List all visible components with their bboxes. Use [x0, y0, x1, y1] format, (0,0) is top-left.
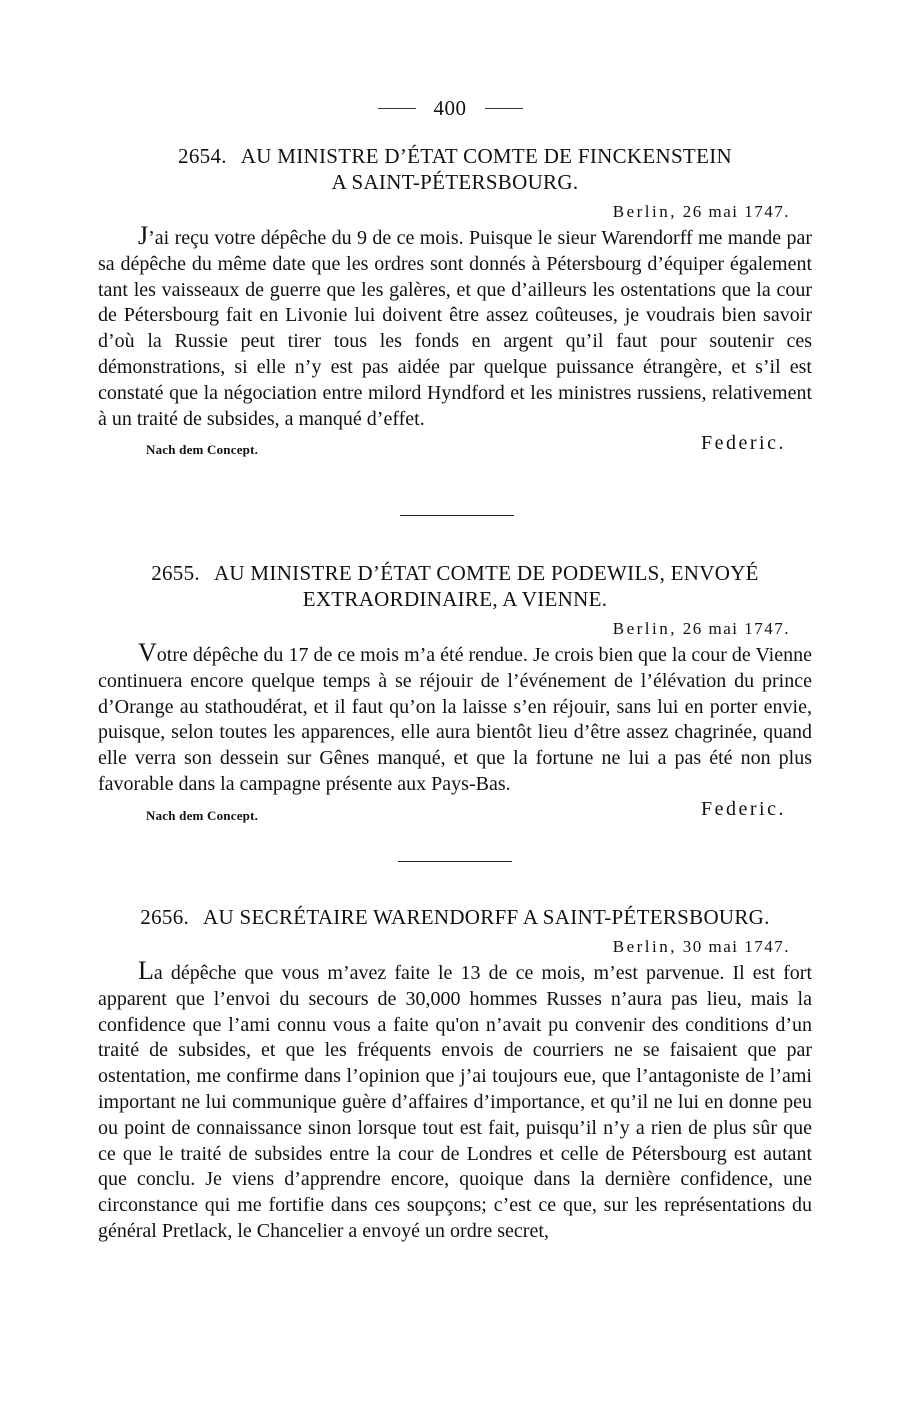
date: 26 mai 1747.: [682, 619, 790, 638]
signature: Federic.: [701, 432, 786, 455]
initial-letter: J: [138, 221, 149, 250]
letter-footer: [98, 798, 812, 828]
date: 26 mai 1747.: [682, 202, 790, 221]
date-place: Berlin,: [612, 937, 677, 956]
dateline: [98, 936, 812, 958]
heading-line-1: AU MINISTRE D’ÉTAT COMTE DE FINCKENSTEIN: [240, 144, 732, 168]
heading-line-1: AU SECRÉTAIRE WARENDORFF A SAINT-PÉTERSBOURG.: [203, 905, 770, 929]
letter-2655: [98, 560, 812, 828]
header-rule-left: [378, 108, 416, 109]
letter-number: 2656.: [140, 905, 190, 929]
page-number: 400: [433, 96, 467, 120]
section-separator: [400, 515, 514, 516]
letter-2654: [98, 143, 812, 462]
letter-footer: [98, 432, 812, 462]
letter-number: 2654.: [178, 144, 227, 168]
body-text: ’ai reçu votre dépêche du 9 de ce mois. Puisque le sieur Warendorff me mande par sa dépêche du même date que les ordres sont donnés à Pétersbourg d’équiper également tant les vaisseaux de guerre que les galères, et que d’ailleurs les ostentations que la cour de Pétersbourg fait en Livonie lui doivent être assez coûteuses, je voudrais bien savoir d’où la Russie peut tirer tous les fonds en argent qu’il faut pour soutenir ces démonstrations, si elle n’y est pas aidée par quelque puissance étrangère, et s’il est constaté que la négociation entre milord Hyndford et les ministres russiens, relativement à un traité de subsides, a manqué d’effet.: [98, 227, 812, 430]
source-note: Nach dem Concept.: [146, 807, 259, 823]
body-text: otre dépêche du 17 de ce mois m’a été rendue. Je crois bien que la cour de Vienne continuera encore quelque temps à se réjouir de l’événement de l’élévation du prince d’Orange au stathoudérat, et il faut qu’on la laisse s’en réjouir, sans lui en porter envie, puisque, selon toutes les apparences, elle aura bientôt lieu d’être assez chagrinée, quand elle verra son dessein sur Gênes manqué, et que la fortune ne lui a pas été non plus favorable dans la campagne présente aux Pays-Bas.: [98, 644, 812, 795]
letter-2656: [98, 904, 812, 1245]
dateline: [98, 618, 812, 640]
heading-line-2: EXTRAORDINAIRE, A VIENNE.: [302, 587, 608, 611]
page-header: [0, 96, 900, 121]
heading-line-2: A SAINT-PÉTERSBOURG.: [331, 170, 579, 194]
initial-letter: L: [138, 956, 154, 985]
dateline: [98, 201, 812, 223]
date: 30 mai 1747.: [682, 937, 790, 956]
section-separator: [398, 861, 512, 862]
letter-heading: [98, 143, 812, 195]
date-place: Berlin,: [612, 202, 677, 221]
date-place: Berlin,: [612, 619, 677, 638]
letter-body: [98, 223, 812, 432]
body-text: a dépêche que vous m’avez faite le 13 de ce mois, m’est parvenue. Il est fort apparent que l’envoi du secours de 30,000 hommes Russes n’aura pas lieu, mais la confidence que l’ami connu vous a faite qu'on n’avait pu convenir des conditions d’un traité de subsides, et que les fréquents envois de courriers ne se faisaient que par ostentation, me confirme dans l’opinion que j’ai toujours eue, que l’antagoniste de l’ami important ne lui communique guère d’affaires d’importance, et qu’il ne lui en donne peu ou point de connaissance sinon lorsque tout est fait, puisqu’il n’y a rien de plus sûr que ce que le traité de subsides entre la cour de Londres et celle de Pétersbourg est autant que conclu. Je viens d’apprendre encore, quoique dans la dernière confidence, une circonstance qui me fortifie dans ces soupçons; c’est ce que, sur les représentations du général Pretlack, le Chancelier a envoyé un ordre secret,: [98, 962, 812, 1242]
source-note: Nach dem Concept.: [146, 442, 259, 458]
letter-body: [98, 640, 812, 798]
header-rule-right: [485, 108, 523, 109]
initial-letter: V: [138, 638, 157, 667]
letter-heading: [98, 904, 812, 930]
signature: Federic.: [701, 797, 786, 820]
heading-line-1: AU MINISTRE D’ÉTAT COMTE DE PODEWILS, ENVOYÉ: [213, 561, 759, 585]
letter-body: [98, 958, 812, 1245]
letter-heading: [98, 560, 812, 612]
letter-number: 2655.: [151, 561, 200, 585]
